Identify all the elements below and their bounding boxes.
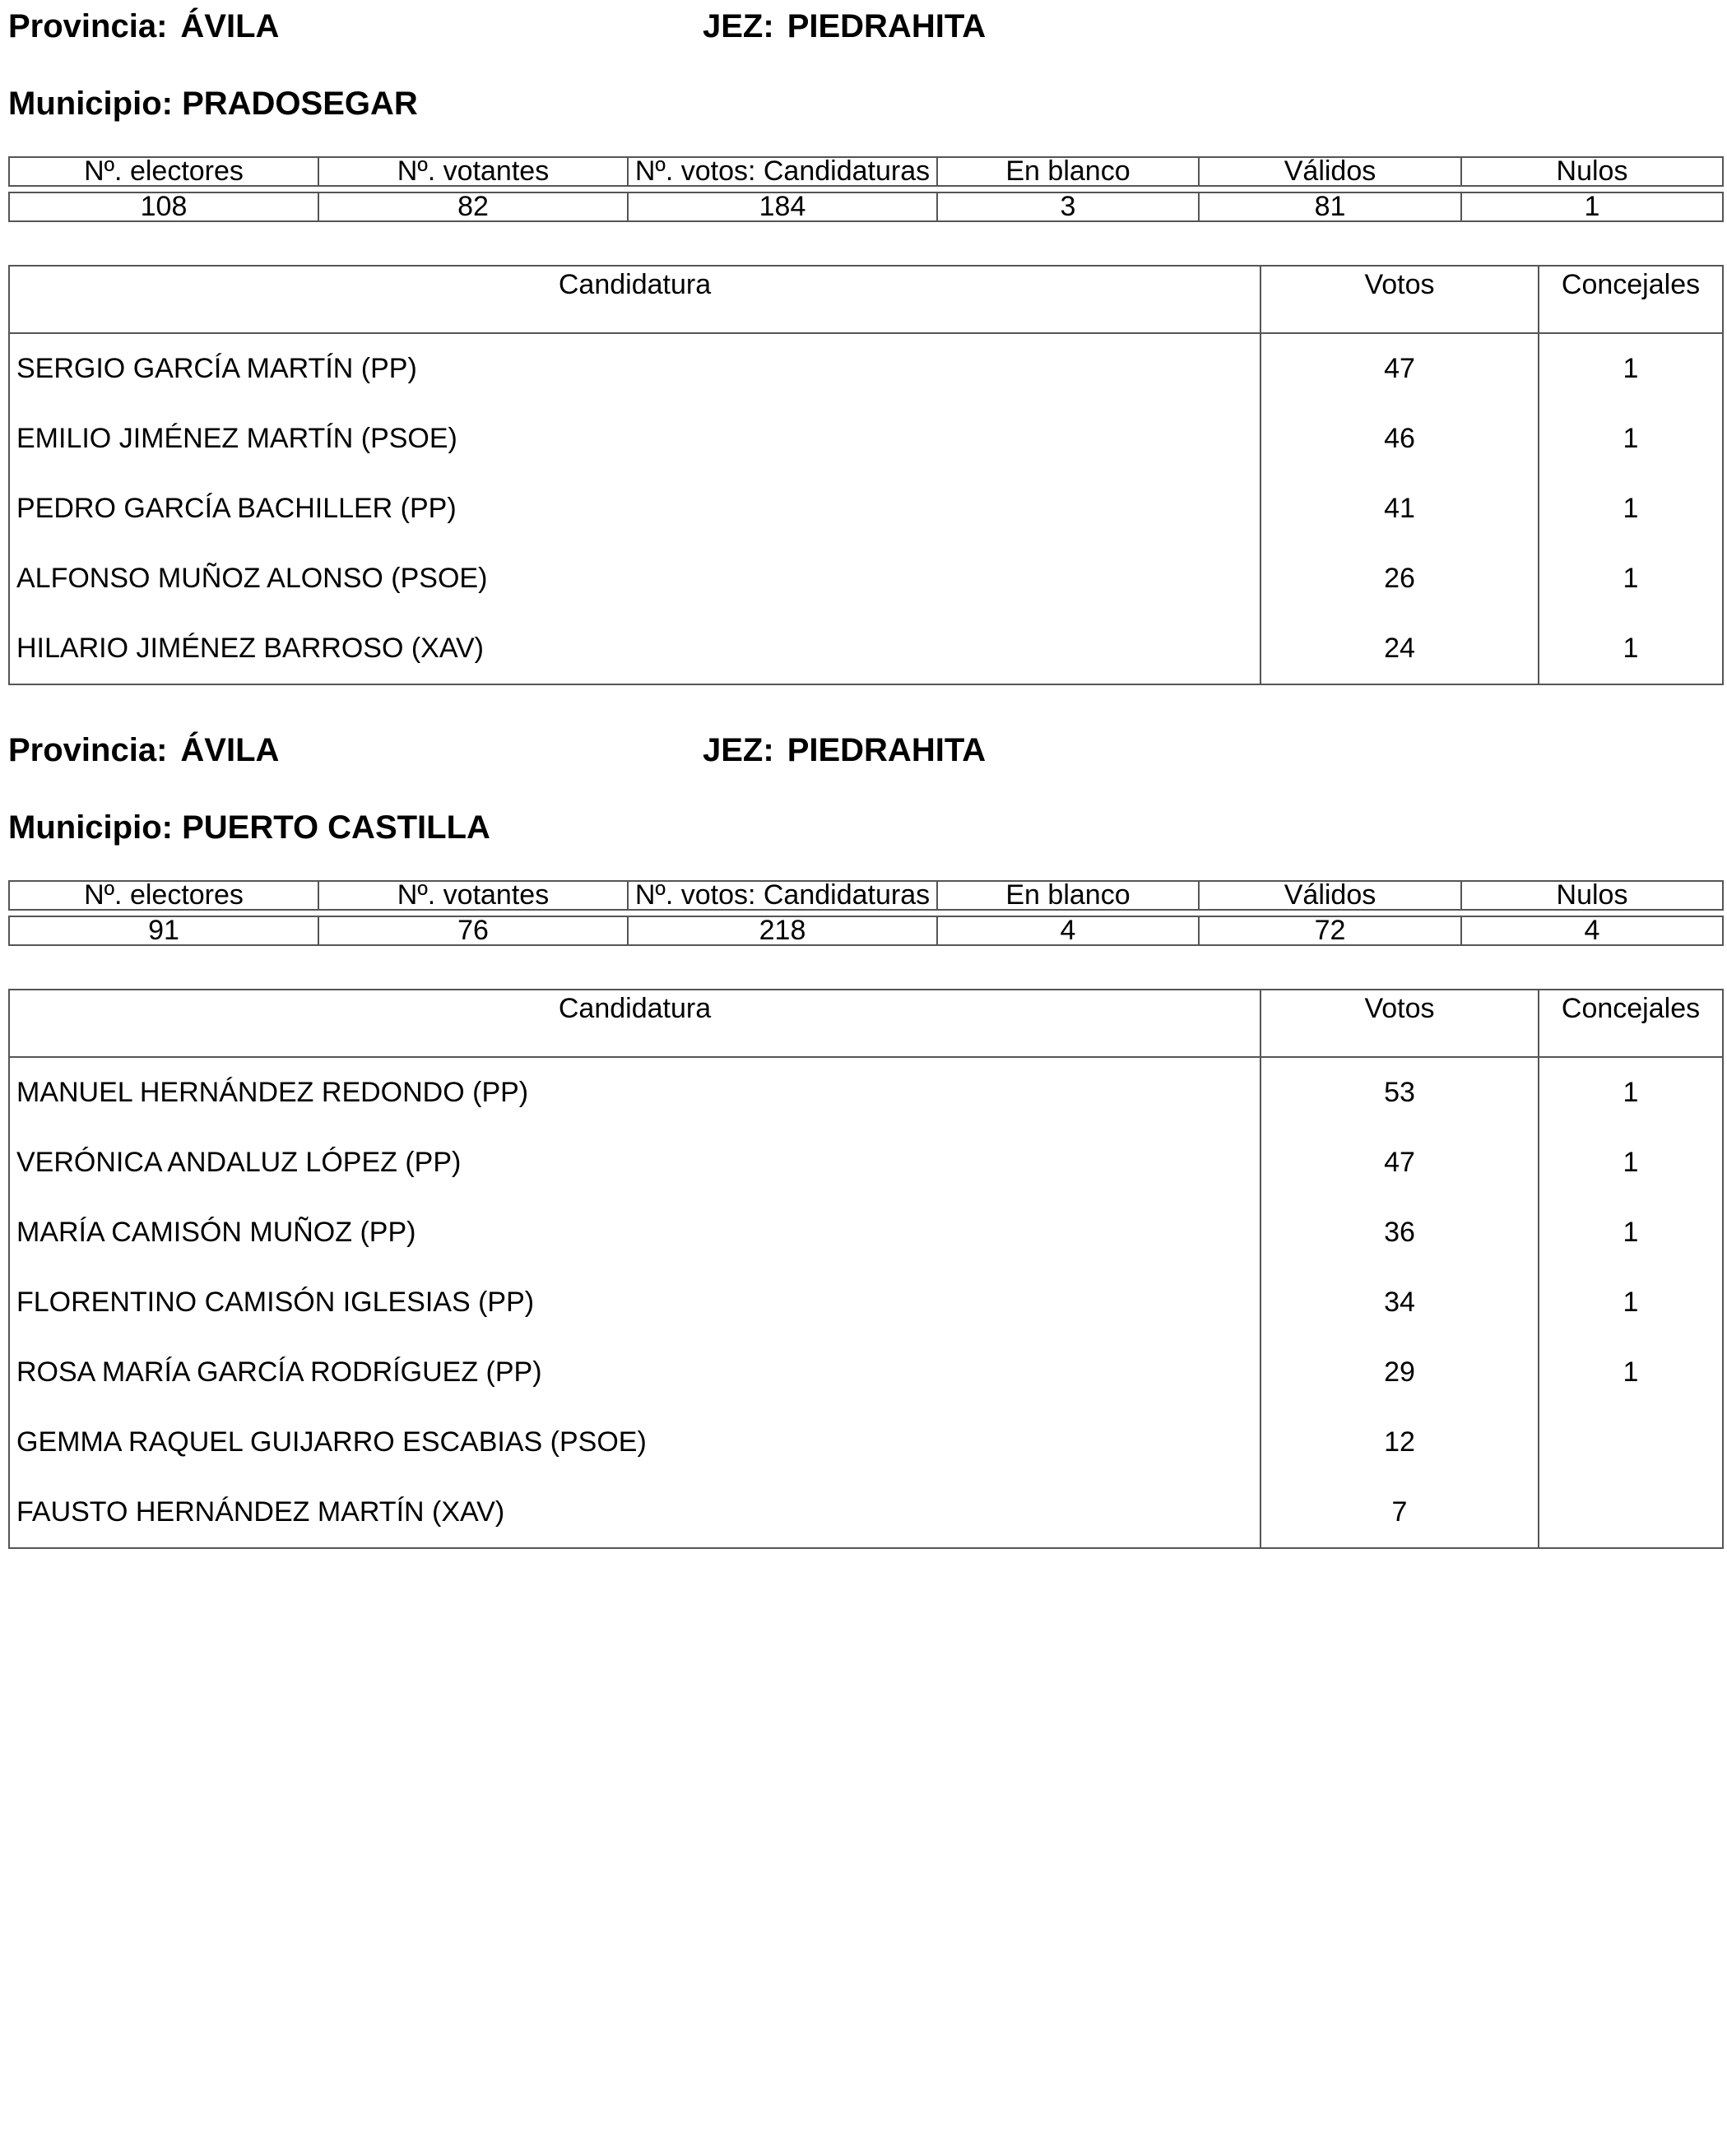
candidate-seats: 1 xyxy=(1539,1268,1723,1338)
summary-header-validos: Válidos xyxy=(1199,881,1461,910)
candidate-name: VERÓNICA ANDALUZ LÓPEZ (PP) xyxy=(9,1128,1260,1198)
municipio-line xyxy=(8,84,418,123)
candidate-votes: 24 xyxy=(1260,614,1539,684)
candidate-row xyxy=(9,1268,1723,1338)
candidate-votes: 12 xyxy=(1260,1407,1539,1477)
summary-value-votos-candidaturas: 218 xyxy=(628,916,937,945)
candidate-row xyxy=(9,614,1723,684)
jez-label: JEZ: xyxy=(703,732,774,768)
summary-header-en-blanco: En blanco xyxy=(937,157,1199,186)
provincia-line xyxy=(8,730,279,770)
summary-value-row xyxy=(9,192,1723,221)
candidate-row xyxy=(9,404,1723,474)
summary-table xyxy=(8,156,1724,222)
candidate-name: PEDRO GARCÍA BACHILLER (PP) xyxy=(9,474,1260,544)
summary-header-electores: Nº. electores xyxy=(9,881,318,910)
summary-value-row xyxy=(9,916,1723,945)
candidates-header-row xyxy=(9,266,1723,333)
summary-value-votantes: 76 xyxy=(318,916,628,945)
summary-value-nulos: 4 xyxy=(1461,916,1723,945)
candidate-seats: 1 xyxy=(1539,404,1723,474)
summary-header-votos-candidaturas: Nº. votos: Candidaturas xyxy=(628,881,937,910)
jez-line xyxy=(703,730,986,770)
summary-header-votos-candidaturas: Nº. votos: Candidaturas xyxy=(628,157,937,186)
candidate-name: EMILIO JIMÉNEZ MARTÍN (PSOE) xyxy=(9,404,1260,474)
summary-value-nulos: 1 xyxy=(1461,192,1723,221)
candidate-name: ALFONSO MUÑOZ ALONSO (PSOE) xyxy=(9,544,1260,614)
candidate-row xyxy=(9,1338,1723,1407)
summary-header-row xyxy=(9,881,1723,910)
summary-gap-row xyxy=(9,910,1723,916)
candidate-name: SERGIO GARCÍA MARTÍN (PP) xyxy=(9,333,1260,404)
summary-gap xyxy=(9,186,1723,192)
municipio-label: Municipio: xyxy=(8,86,173,122)
header-votos: Votos xyxy=(1260,266,1539,333)
summary-header-nulos: Nulos xyxy=(1461,157,1723,186)
summary-header-votantes: Nº. votantes xyxy=(318,881,628,910)
header-candidatura: Candidatura xyxy=(9,990,1260,1057)
summary-header-nulos: Nulos xyxy=(1461,881,1723,910)
candidate-votes: 46 xyxy=(1260,404,1539,474)
header-concejales: Concejales xyxy=(1539,266,1723,333)
candidate-seats: 1 xyxy=(1539,474,1723,544)
summary-value-en-blanco: 4 xyxy=(937,916,1199,945)
candidate-votes: 34 xyxy=(1260,1268,1539,1338)
candidate-row xyxy=(9,544,1723,614)
summary-header-electores: Nº. electores xyxy=(9,157,318,186)
provincia-value: ÁVILA xyxy=(180,732,280,768)
candidate-name: FAUSTO HERNÁNDEZ MARTÍN (XAV) xyxy=(9,1477,1260,1548)
summary-value-electores: 108 xyxy=(9,192,318,221)
summary-value-electores: 91 xyxy=(9,916,318,945)
candidate-votes: 41 xyxy=(1260,474,1539,544)
summary-header-en-blanco: En blanco xyxy=(937,881,1199,910)
candidate-votes: 36 xyxy=(1260,1198,1539,1268)
municipio-line xyxy=(8,808,490,847)
jez-label: JEZ: xyxy=(703,8,774,44)
candidate-row xyxy=(9,1057,1723,1128)
candidate-name: MANUEL HERNÁNDEZ REDONDO (PP) xyxy=(9,1057,1260,1128)
candidate-row xyxy=(9,1128,1723,1198)
summary-value-en-blanco: 3 xyxy=(937,192,1199,221)
candidate-seats xyxy=(1539,1407,1723,1477)
candidate-name: GEMMA RAQUEL GUIJARRO ESCABIAS (PSOE) xyxy=(9,1407,1260,1477)
candidate-seats: 1 xyxy=(1539,1338,1723,1407)
summary-value-validos: 72 xyxy=(1199,916,1461,945)
candidate-seats xyxy=(1539,1477,1723,1548)
municipio-value: PRADOSEGAR xyxy=(182,86,418,122)
summary-table xyxy=(8,880,1724,946)
summary-header-validos: Válidos xyxy=(1199,157,1461,186)
candidate-seats: 1 xyxy=(1539,333,1723,404)
candidate-votes: 47 xyxy=(1260,1128,1539,1198)
candidate-votes: 29 xyxy=(1260,1338,1539,1407)
municipio-label: Municipio: xyxy=(8,809,173,846)
candidate-row xyxy=(9,1407,1723,1477)
candidate-row xyxy=(9,474,1723,544)
candidate-seats: 1 xyxy=(1539,614,1723,684)
summary-gap-row xyxy=(9,186,1723,192)
summary-value-votantes: 82 xyxy=(318,192,628,221)
jez-value: PIEDRAHITA xyxy=(787,8,987,44)
header-votos: Votos xyxy=(1260,990,1539,1057)
candidate-name: FLORENTINO CAMISÓN IGLESIAS (PP) xyxy=(9,1268,1260,1338)
candidate-seats: 1 xyxy=(1539,544,1723,614)
candidates-header-row xyxy=(9,990,1723,1057)
summary-header-row xyxy=(9,157,1723,186)
candidate-votes: 53 xyxy=(1260,1057,1539,1128)
jez-line xyxy=(703,7,986,46)
header-concejales: Concejales xyxy=(1539,990,1723,1057)
summary-header-votantes: Nº. votantes xyxy=(318,157,628,186)
provincia-label: Provincia: xyxy=(8,732,168,768)
candidate-votes: 26 xyxy=(1260,544,1539,614)
candidate-row xyxy=(9,1477,1723,1548)
provincia-value: ÁVILA xyxy=(180,8,280,44)
candidate-row xyxy=(9,1198,1723,1268)
municipio-value: PUERTO CASTILLA xyxy=(182,809,490,846)
summary-value-validos: 81 xyxy=(1199,192,1461,221)
candidate-name: ROSA MARÍA GARCÍA RODRÍGUEZ (PP) xyxy=(9,1338,1260,1407)
candidate-seats: 1 xyxy=(1539,1128,1723,1198)
candidate-row xyxy=(9,333,1723,404)
provincia-line xyxy=(8,7,279,46)
provincia-label: Provincia: xyxy=(8,8,168,44)
candidates-table xyxy=(8,989,1724,1549)
candidate-seats: 1 xyxy=(1539,1198,1723,1268)
summary-value-votos-candidaturas: 184 xyxy=(628,192,937,221)
candidate-votes: 47 xyxy=(1260,333,1539,404)
jez-value: PIEDRAHITA xyxy=(787,732,987,768)
candidate-votes: 7 xyxy=(1260,1477,1539,1548)
candidate-name: MARÍA CAMISÓN MUÑOZ (PP) xyxy=(9,1198,1260,1268)
candidate-name: HILARIO JIMÉNEZ BARROSO (XAV) xyxy=(9,614,1260,684)
summary-gap xyxy=(9,910,1723,916)
candidates-table xyxy=(8,265,1724,685)
header-candidatura: Candidatura xyxy=(9,266,1260,333)
candidate-seats: 1 xyxy=(1539,1057,1723,1128)
